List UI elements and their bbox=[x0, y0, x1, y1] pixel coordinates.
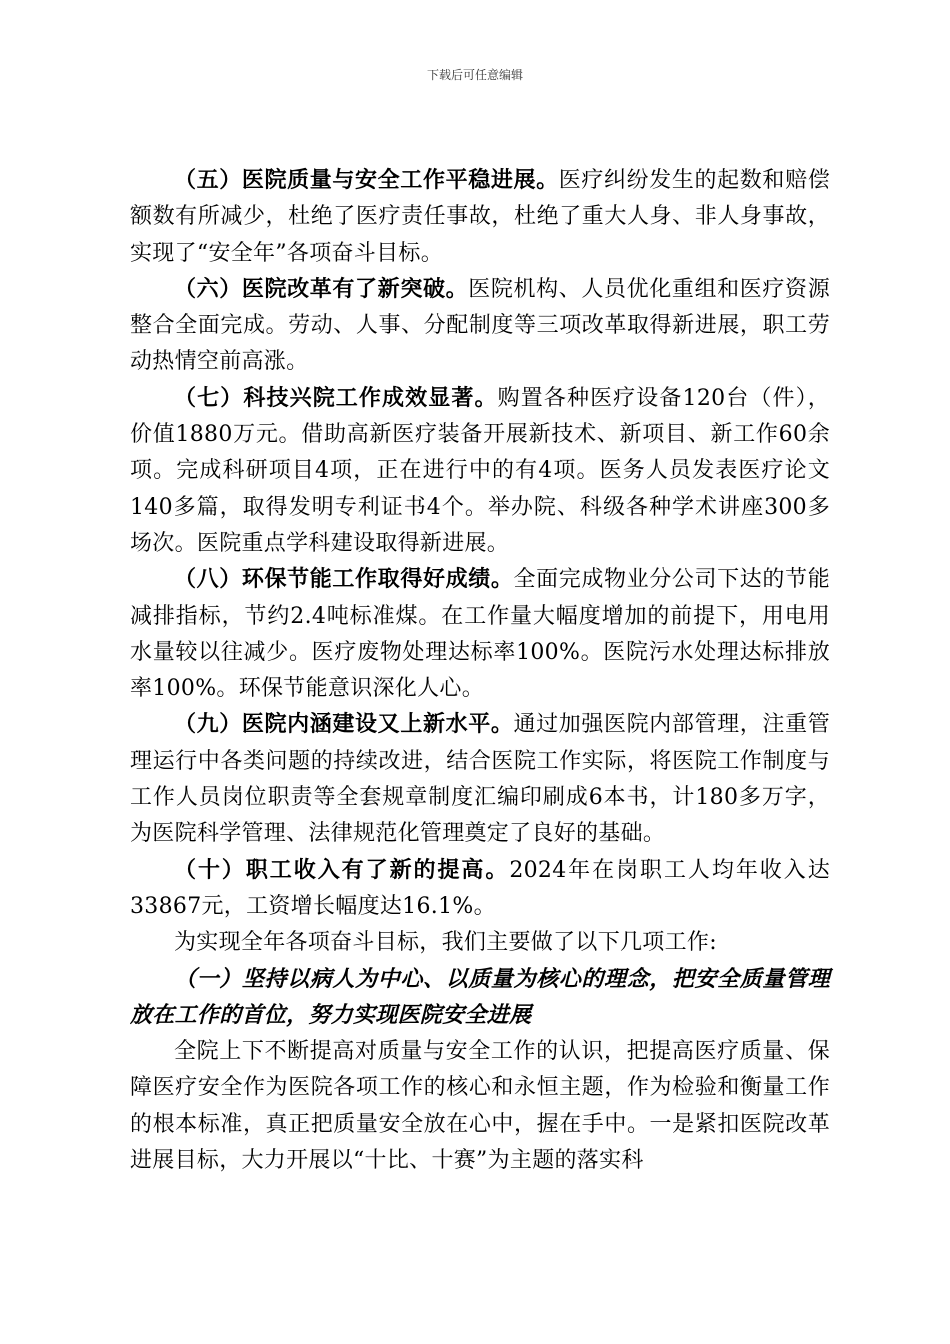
paragraph-lead: （八）环保节能工作取得好成绩。 bbox=[174, 567, 514, 593]
page-header: 下载后可任意编辑 bbox=[426, 68, 523, 82]
paragraph-text: 2024年在岗职工人均年收入达33867元，工资增长幅度达16.1%。 bbox=[130, 857, 830, 919]
paragraph-text: 购置各种医疗设备120台（件），价值1880万元。借助高新医疗装备开展新技术、新项目、新工作60余项。完成科研项目4项，正在进行中的有4项。医务人员发表医疗论文140多篇，取得发明专利证书4个。举办院、科级各种学术讲座300多场次。医院重点学科建设取得新进展。 bbox=[130, 385, 830, 556]
paragraph-text: 医院机构、人员优化重组和医疗资源整合全面完成。劳动、人事、分配制度等三项改革取得新进展，职工劳动热情空前高涨。 bbox=[130, 276, 830, 375]
closing-paragraph: 全院上下不断提高对质量与安全工作的认识，把提高医疗质量、保障医疗安全作为医院各项工作的核心和永恒主题，作为检验和衡量工作的根本标准，真正把质量安全放在心中，握在手中。一是紧扣医院改革进展目标，大力开展以“十比、十赛”为主题的落实科 bbox=[130, 1039, 830, 1174]
document-body bbox=[130, 163, 830, 1179]
paragraph-text: 通过加强医院内部管理，注重管理运行中各类问题的持续改进，结合医院工作实际，将医院工作制度与工作人员岗位职责等全套规章制度汇编印刷成6本书，计180多万字，为医院科学管理、法律规范化管理奠定了良好的基础。 bbox=[130, 712, 830, 847]
paragraph-lead: （六）医院改革有了新突破。 bbox=[174, 276, 469, 302]
paragraph-text: 全面完成物业分公司下达的节能减排指标，节约2.4吨标准煤。在工作量大幅度增加的前提下，用电用水量较以往减少。医疗废物处理达标率100%。医院污水处理达标排放率100%。环保节能意识深化人心。 bbox=[130, 567, 830, 702]
section-heading: （一）坚持以病人为中心、以质量为核心的理念，把安全质量管理放在工作的首位，努力实现医院安全进展 bbox=[130, 966, 830, 1028]
paragraph-income bbox=[130, 853, 830, 926]
paragraph-lead: （五）医院质量与安全工作平稳进展。 bbox=[174, 168, 559, 193]
paragraph-lead: （十）职工收入有了新的提高。 bbox=[174, 857, 510, 883]
paragraph-reform bbox=[130, 272, 830, 381]
paragraph-technology bbox=[130, 381, 830, 562]
paragraph-lead: （九）医院内涵建设又上新水平。 bbox=[174, 712, 514, 738]
paragraph-connotation bbox=[130, 707, 830, 852]
intro-paragraph: 为实现全年各项奋斗目标，我们主要做了以下几项工作: bbox=[174, 930, 717, 956]
paragraph-quality-safety bbox=[130, 163, 830, 272]
paragraph-lead: （七）科技兴院工作成效显著。 bbox=[174, 385, 498, 411]
paragraph-text: 医疗纠纷发生的起数和赔偿额数有所减少，杜绝了医疗责任事故，杜绝了重大人身、非人身事故，实现了“安全年”各项奋斗目标。 bbox=[130, 168, 830, 266]
paragraph-environment bbox=[130, 562, 830, 707]
